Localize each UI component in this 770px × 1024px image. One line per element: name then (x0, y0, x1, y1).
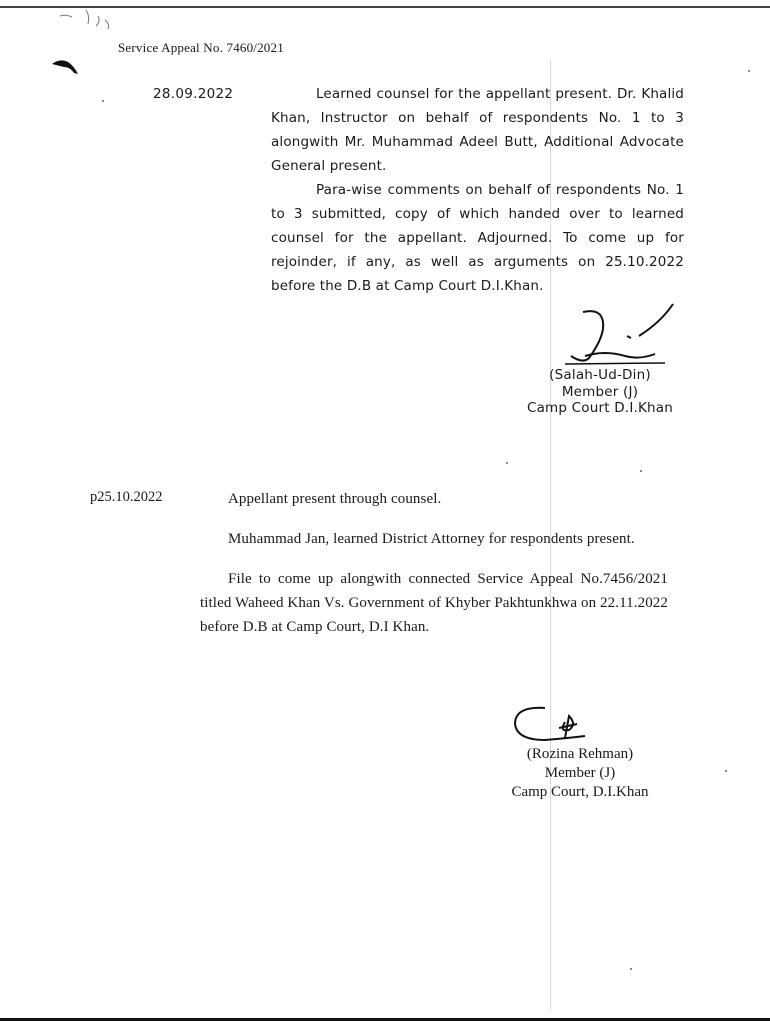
order-date: 28.09.2022 (153, 86, 234, 102)
order-text (200, 487, 668, 655)
scan-speck (748, 70, 750, 72)
scan-speck (506, 462, 508, 464)
signature-salah-ud-din (555, 300, 685, 370)
signatory-designation: Member (J) (544, 765, 616, 781)
signatory-name: (Rozina Rehman) (526, 746, 634, 762)
scan-speck (725, 770, 727, 772)
scan-speck (102, 100, 104, 102)
signature-rozina-rehman (505, 700, 595, 750)
order-paragraph: Muhammad Jan, learned District Attorney for respondents present. (228, 531, 635, 547)
order-paragraph: Appellant present through counsel. (228, 491, 442, 507)
order-paragraph: Learned counsel for the appellant present. Dr. Khalid Khan, Instructor on behalf of respondents No. 1 to 3 alongwith Mr. Muhammad Adeel Butt, Additional Advocate General present. (271, 86, 684, 174)
case-title: Service Appeal No. 7460/2021 (118, 40, 284, 55)
scan-bottom-edge (0, 1018, 770, 1021)
order-text (271, 82, 684, 298)
signatory-name: (Salah-Ud-Din) (549, 367, 651, 383)
signatory-block (500, 367, 700, 417)
signatory-block (480, 745, 680, 802)
order-date: p25.10.2022 (90, 489, 163, 505)
order-paragraph: Para-wise comments on behalf of respondents No. 1 to 3 submitted, copy of which handed over to learned counsel for the appellant. Adjourned. To come up for rejoinder, if any, as well as arguments on 25.10.2022 before the D.B at Camp Court D.I.Khan. (271, 182, 684, 294)
order-paragraph: File to come up alongwith connected Service Appeal No.7456/2021 titled Waheed Khan Vs. Government of Khyber Pakhtunkhwa on 22.11.2022 before D.B at Camp Court, D.I Khan. (200, 571, 668, 635)
scan-speck (640, 470, 642, 472)
signatory-designation: Member (J) (561, 383, 639, 400)
scan-speck (630, 968, 632, 970)
signatory-location: Camp Court D.I.Khan (526, 400, 674, 416)
signatory-location: Camp Court, D.I.Khan (511, 784, 649, 800)
